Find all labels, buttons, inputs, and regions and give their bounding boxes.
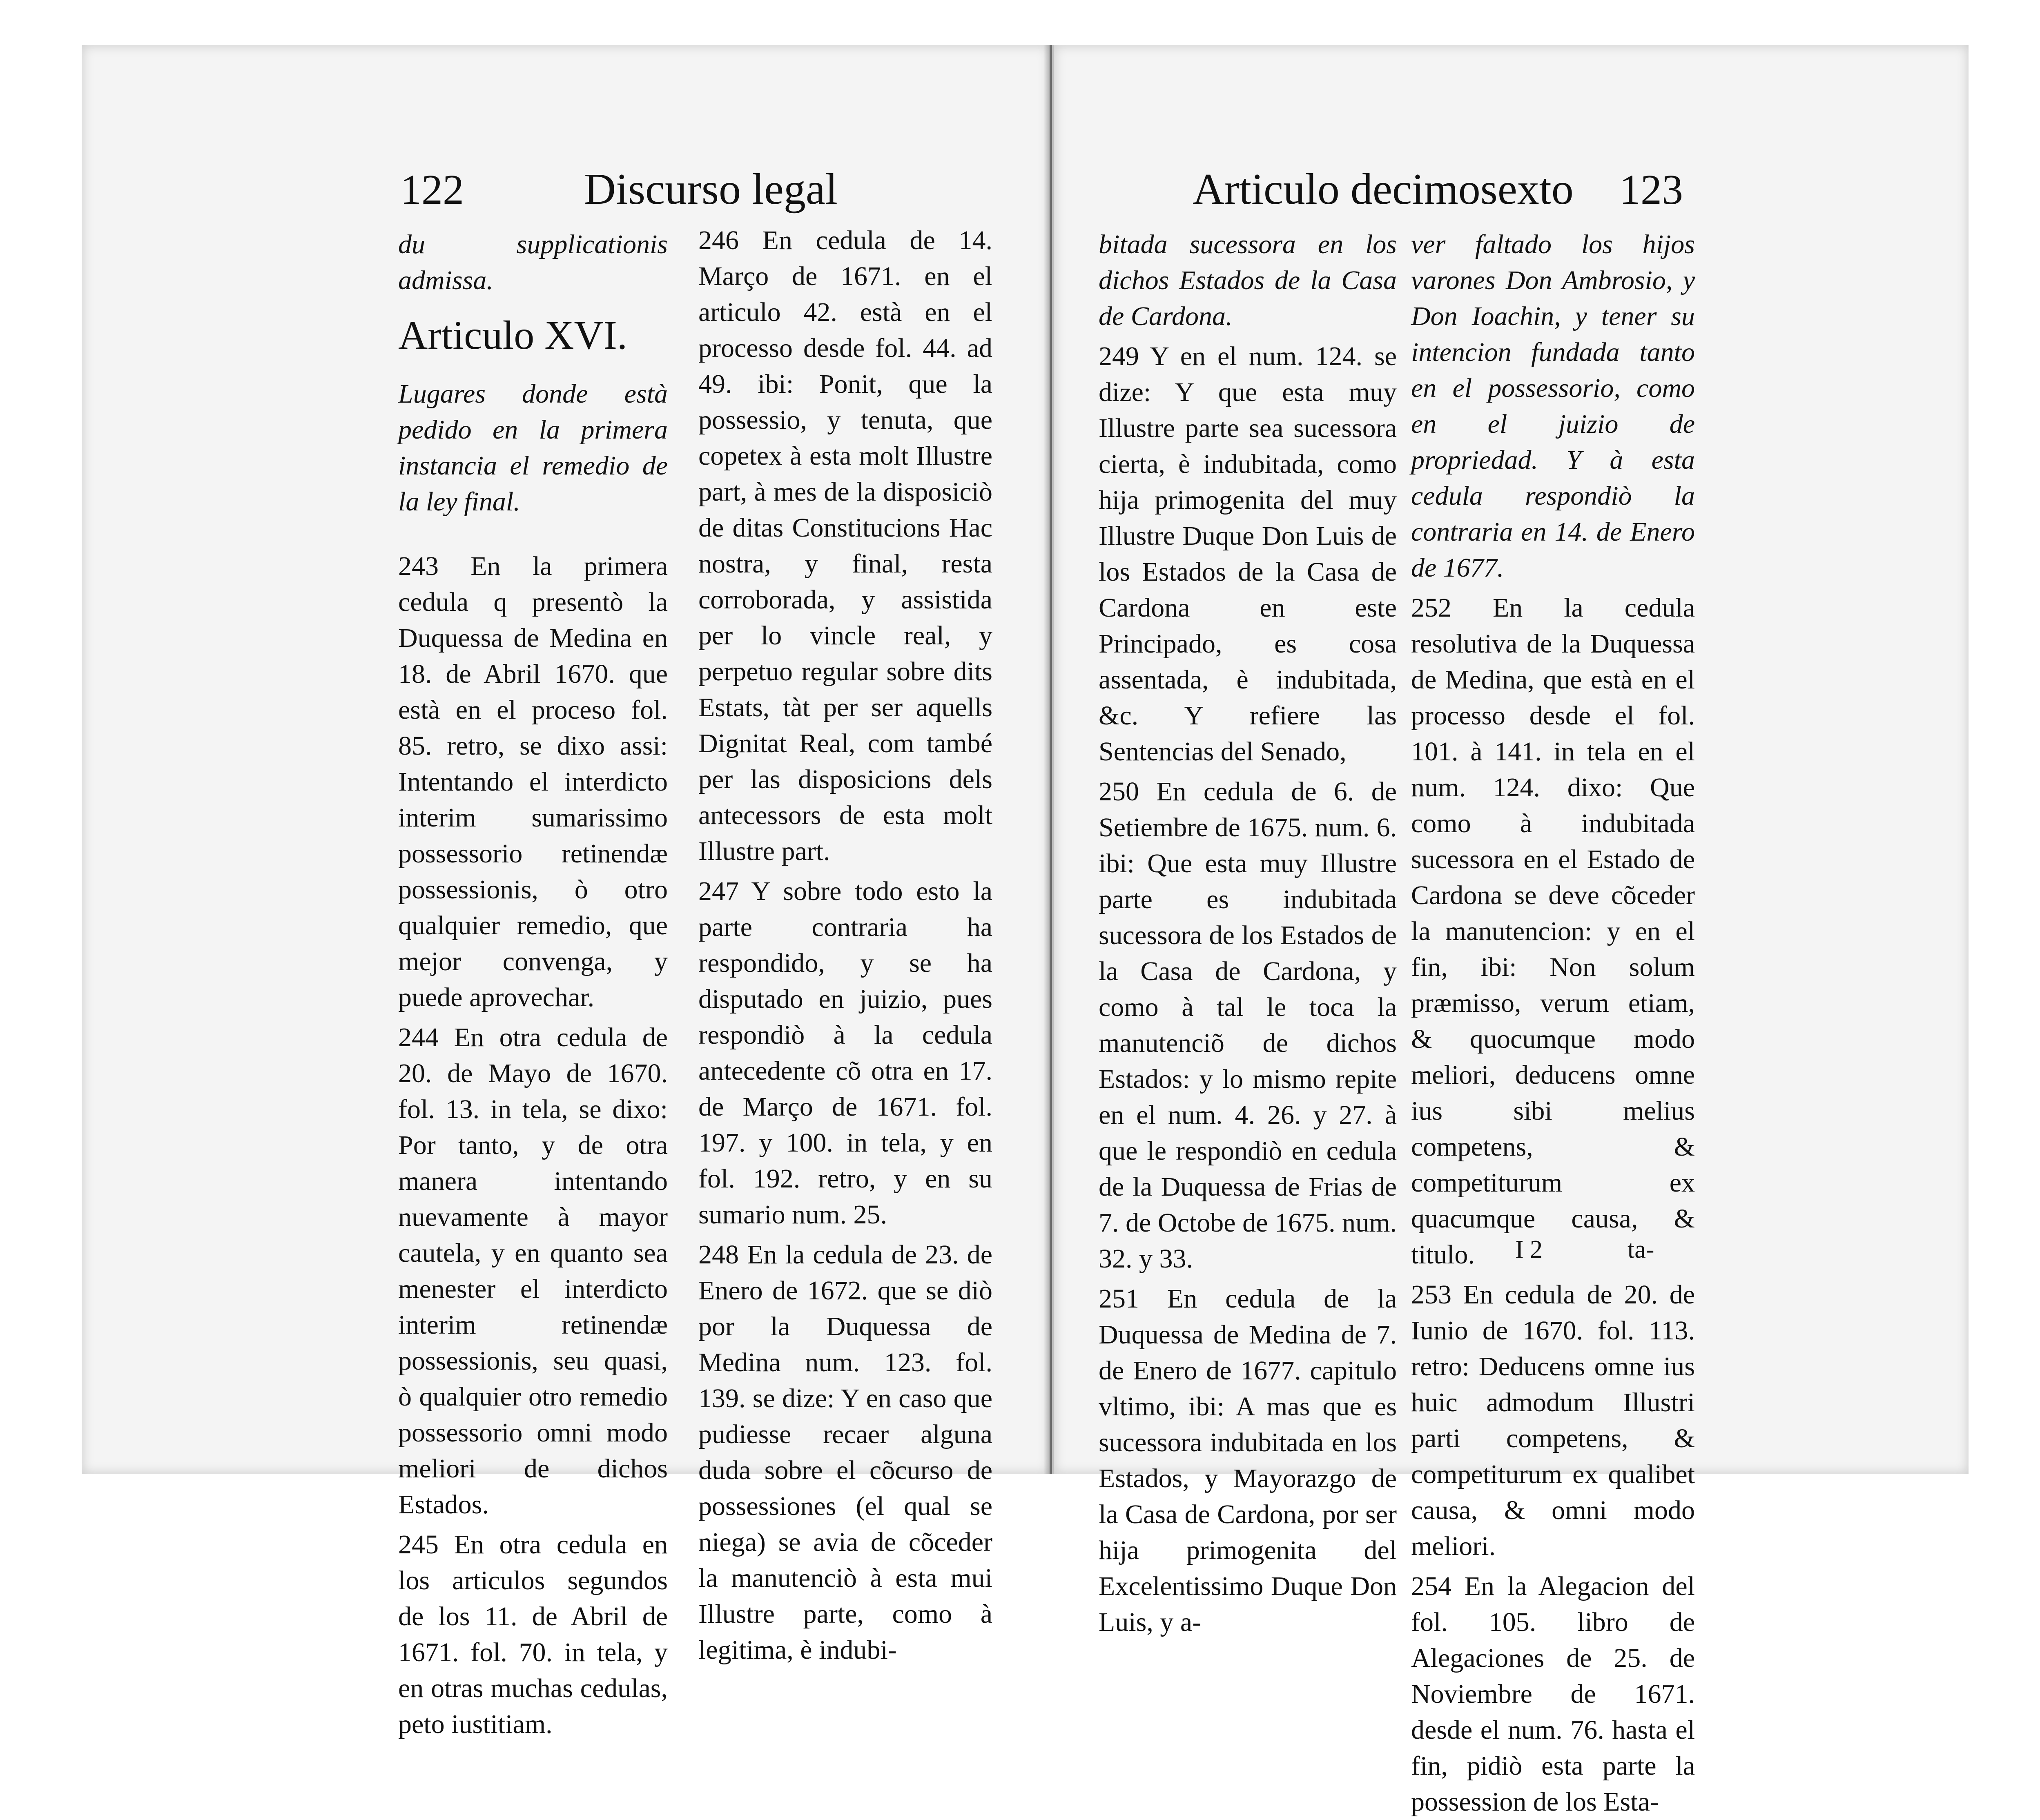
signature-mark: I 2 xyxy=(1515,1236,1543,1263)
article-summary: Lugares donde està pedido en la primera instancia el remedio de la ley final. xyxy=(398,379,668,517)
left-page-number: 122 xyxy=(400,166,464,213)
paragraph-246: 246 En cedula de 14. Março de 1671. en el articulo 42. està en el processo desde fol. 44. ad 49. ibi: Ponit, que la possessio, y tenuta, que copetex à esta molt Illustre part, à mes de la disposiciò de ditas Constitucions Hac nostra, y final, resta corroborada, y assistida per lo vincle real, y perpetuo regular sobre dits Estats, tàt per ser aquells Dignitat Real, com també per las disposicions dels antecessors de esta molt Illustre part. xyxy=(698,225,992,866)
right-page-number: 123 xyxy=(1619,166,1683,213)
paragraph-253: 253 En cedula de 20. de Iunio de 1670. fol. 113. retro: Deducens omne ius huic admodum Illustri parti competens, & competiturum ex qualibet causa, & omni modo meliori. xyxy=(1411,1280,1695,1561)
paragraph-254: 254 En la Alegacion del fol. 105. libro de Alegaciones de 25. de Noviembre de 1671. desde el num. 76. hasta el fin, pidiò esta parte la possession de los Esta- xyxy=(1411,1571,1695,1817)
paragraph-245: 245 En otra cedula en los articulos segundos de los 11. de Abril de 1671. fol. 70. in tela, y en otras muchas cedulas, peto iustitiam. xyxy=(398,1530,668,1739)
paragraph-250: 250 En cedula de 6. de Setiembre de 1675. num. 6. ibi: Que esta muy Illustre parte es indubitada sucessora de los Estados de la Casa de Cardona, y como à tal le toca la manutenciõ de dichos Estados: y lo mismo repite en el num. 4. 26. y 27. à que le respondiò en cedula de la Duquessa de Frias de 7. de Octobe de 1675. num. 32. y 33. xyxy=(1099,777,1397,1274)
left-running-head: Discurso legal xyxy=(584,165,838,214)
paragraph-244: 244 En otra cedula de 20. de Mayo de 1670. fol. 13. in tela, se dixo: Por tanto, y de otra manera intentando nuevamente à mayor cautela, y en quanto sea menester el interdicto interim retinendæ possessionis, seu quasi, ò qualquier otro remedio possessorio omni modo meliori de dichos Estados. xyxy=(398,1022,668,1519)
paragraph-251: 251 En cedula de la Duquessa de Medina de 7. de Enero de 1677. capitulo vltimo, ibi: A mas que es sucessora indubitada en los Estados, y Mayorazgo de la Casa de Cardona, por ser hija primogenita del Excelentissimo Duque Don Luis, y a- xyxy=(1099,1284,1397,1637)
paragraph-243: 243 En la primera cedula q presentò la Duquessa de Medina en 18. de Abril 1670. que està en el proceso fol. 85. retro, se dixo assi: Intentando el interdicto interim sumarissimo possessorio retinendæ possessionis, ò otro qualquier remedio, que mejor convenga, y puede aprovechar. xyxy=(398,551,668,1012)
right-column-2 xyxy=(1411,227,1695,1820)
paragraph-249: 249 Y en el num. 124. se dize: Y que esta muy Illustre parte sea sucessora cierta, è indubitada, como hija primogenita del muy Illustre Duque Don Luis de los Estados de la Casa de Cardona en este Principado, es cosa assentada, è indubitada, &c. Y refiere las Sentencias del Senado, xyxy=(1099,341,1397,766)
right-running-head: Articulo decimosexto xyxy=(1193,165,1574,214)
left-column-1 xyxy=(398,227,668,1742)
left-column-2 xyxy=(698,223,992,1668)
catchword: ta- xyxy=(1628,1236,1654,1263)
paragraph-252: 252 En la cedula resolutiva de la Duquessa de Medina, que està en el processo desde el fol. 101. à 141. in tela en el num. 124. dixo: Que como à indubitada sucessora en el Estado de Cardona se deve cõceder la manutencion: y en el fin, ibi: Non solum præmisso, verum etiam, & quocumque modo meliori, deducens omne ius sibi melius competens, & competiturum ex quacumque causa, & titulo. xyxy=(1411,593,1695,1270)
continuation-text: ver faltado los hijos varones Don Ambrosio, y Don Ioachin, y tener su intencion fundada tanto en el possessorio, como en el juizio de propriedad. Y à esta cedula respondiò la contraria en 14. de Enero de 1677. xyxy=(1411,229,1695,583)
right-column-1 xyxy=(1099,227,1397,1640)
continuation-text: du supplicationis admissa. xyxy=(398,229,668,295)
paragraph-247: 247 Y sobre todo esto la parte contraria ha respondido, y se ha disputado en juizio, pues respondiò à la cedula antecedente cõ otra en 17. de Março de 1671. fol. 197. y 100. in tela, y en fol. 192. retro, y en su sumario num. 25. xyxy=(698,876,992,1230)
article-title: Articulo XVI. xyxy=(398,312,627,358)
paragraph-248: 248 En la cedula de 23. de Enero de 1672. que se diò por la Duquessa de Medina num. 123. fol. 139. se dize: Y en caso que pudiesse recaer alguna duda sobre el cõcurso de possessiones (el qual se niega) se avia de cõceder la manutenciò à esta mui Illustre parte, como à legitima, è indubi- xyxy=(698,1240,992,1665)
continuation-text: bitada sucessora en los dichos Estados de la Casa de Cardona. xyxy=(1099,229,1397,331)
